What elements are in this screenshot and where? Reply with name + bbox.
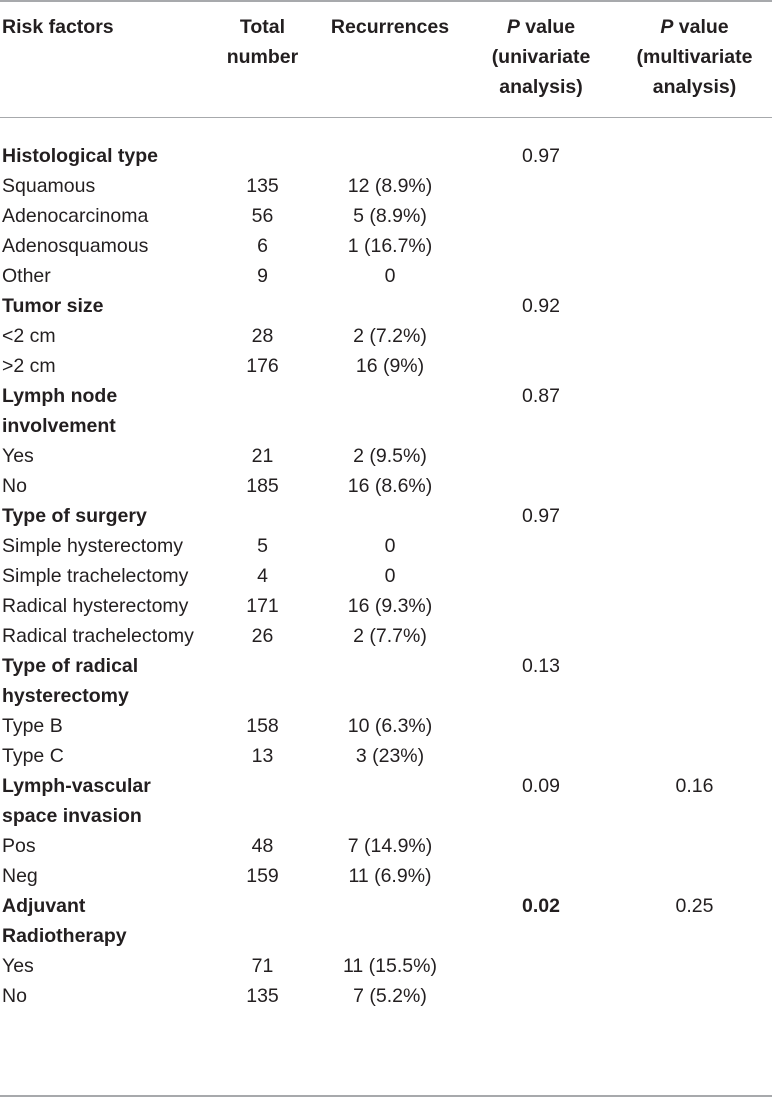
category-row <box>0 771 772 831</box>
p-multivariate-cell <box>617 171 772 201</box>
total-number-cell <box>210 501 315 531</box>
p-multivariate-cell <box>617 831 772 861</box>
risk-factor-cell: Type C <box>2 745 64 767</box>
recurrences-cell <box>315 291 465 321</box>
p-multivariate-cell <box>617 591 772 621</box>
recurrences-cell: 7 (14.9%) <box>347 835 433 857</box>
p-univariate-cell <box>465 531 617 561</box>
risk-factor-cell: Yes <box>2 445 34 467</box>
table-row <box>0 591 772 621</box>
total-number-cell: 48 <box>251 835 274 857</box>
p-univariate-cell <box>465 621 617 651</box>
p-univariate-cell: 0.09 <box>522 775 560 797</box>
p-univariate-cell <box>465 261 617 291</box>
recurrences-cell: 2 (9.5%) <box>353 445 427 467</box>
table-row <box>0 531 772 561</box>
recurrences-cell <box>315 501 465 531</box>
p-multivariate-cell <box>617 201 772 231</box>
p-univariate-cell <box>465 711 617 741</box>
table-row <box>0 861 772 891</box>
recurrences-cell <box>315 381 465 441</box>
p-multivariate-cell <box>617 261 772 291</box>
category-row <box>0 651 772 711</box>
risk-factor-cell: Type of surgery <box>2 505 147 527</box>
risk-factor-cell: Simple trachelectomy <box>2 565 189 587</box>
total-number-cell <box>210 651 315 711</box>
p-univariate-cell <box>465 231 617 261</box>
p-multivariate-cell <box>617 741 772 771</box>
recurrences-cell: 16 (9%) <box>355 355 425 377</box>
header-p-multivariate-italic: P <box>660 16 674 38</box>
p-multivariate-cell <box>617 321 772 351</box>
total-number-cell: 135 <box>246 175 279 197</box>
p-multivariate-cell <box>617 861 772 891</box>
table-row <box>0 741 772 771</box>
p-univariate-cell <box>465 591 617 621</box>
risk-factor-cell: Pos <box>2 835 36 857</box>
p-univariate-cell <box>465 981 617 1011</box>
risk-factor-cell: >2 cm <box>2 355 56 377</box>
table-row <box>0 711 772 741</box>
recurrences-cell: 2 (7.7%) <box>353 625 427 647</box>
p-univariate-cell: 0.02 <box>522 895 560 917</box>
recurrences-cell: 3 (23%) <box>355 745 425 767</box>
risk-factor-cell: Squamous <box>2 175 96 197</box>
total-number-cell <box>210 291 315 321</box>
total-number-cell: 4 <box>257 565 268 587</box>
p-univariate-cell <box>465 441 617 471</box>
total-number-cell: 159 <box>246 865 279 887</box>
table-row <box>0 171 772 201</box>
total-number-cell: 21 <box>251 445 274 467</box>
p-univariate-cell <box>465 951 617 981</box>
p-univariate-cell: 0.92 <box>522 295 560 317</box>
total-number-cell <box>210 381 315 441</box>
risk-factor-cell: Lymph node involvement <box>2 385 118 437</box>
table-body <box>0 129 772 1011</box>
p-univariate-cell <box>465 471 617 501</box>
p-univariate-cell <box>465 201 617 231</box>
recurrences-cell: 11 (15.5%) <box>343 955 437 977</box>
header-p-multivariate-rest: value (multivariate analysis) <box>636 16 753 98</box>
p-multivariate-cell <box>617 951 772 981</box>
category-row <box>0 129 772 171</box>
p-multivariate-cell <box>617 501 772 531</box>
table-row <box>0 951 772 981</box>
recurrences-cell: 10 (6.3%) <box>347 715 433 737</box>
table-row <box>0 351 772 381</box>
risk-factor-cell: Simple hysterectomy <box>2 535 183 557</box>
recurrences-cell: 0 <box>384 565 396 587</box>
recurrences-cell: 1 (16.7%) <box>347 235 433 257</box>
table-row <box>0 321 772 351</box>
category-row <box>0 501 772 531</box>
total-number-cell: 135 <box>246 985 279 1007</box>
p-multivariate-cell <box>617 231 772 261</box>
p-multivariate-cell <box>617 471 772 501</box>
recurrences-cell: 0 <box>384 265 396 287</box>
p-univariate-cell: 0.97 <box>522 505 560 527</box>
risk-factor-cell: No <box>2 985 27 1007</box>
recurrences-cell: 16 (8.6%) <box>347 475 433 497</box>
p-univariate-cell <box>465 831 617 861</box>
p-multivariate-cell <box>617 621 772 651</box>
category-row <box>0 291 772 321</box>
p-univariate-cell: 0.13 <box>522 655 560 677</box>
p-univariate-cell: 0.87 <box>522 385 560 407</box>
total-number-cell: 71 <box>251 955 274 977</box>
p-univariate-cell: 0.97 <box>522 145 560 167</box>
risk-factor-cell: Other <box>2 265 51 287</box>
total-number-cell: 9 <box>257 265 268 287</box>
total-number-cell <box>210 891 315 951</box>
total-number-cell: 13 <box>251 745 274 767</box>
recurrences-cell: 5 (8.9%) <box>353 205 427 227</box>
p-multivariate-cell <box>617 711 772 741</box>
p-univariate-cell <box>465 861 617 891</box>
risk-factor-cell: Type B <box>2 715 63 737</box>
p-multivariate-cell: 0.25 <box>675 895 714 917</box>
total-number-cell <box>210 129 315 171</box>
risk-factor-cell: Type of radical hysterectomy <box>2 655 139 707</box>
header-p-univariate-italic: P <box>506 16 520 38</box>
header-p-univariate <box>465 0 617 129</box>
table-bottom-rule <box>0 1095 772 1097</box>
risk-factor-cell: Lymph-vascular space invasion <box>2 775 151 827</box>
p-multivariate-cell <box>617 351 772 381</box>
recurrences-cell: 11 (6.9%) <box>348 865 432 887</box>
p-multivariate-cell <box>617 981 772 1011</box>
header-risk-factors: Risk factors <box>2 16 114 38</box>
recurrences-cell <box>315 651 465 711</box>
risk-factor-cell: Radical trachelectomy <box>2 625 194 647</box>
table-row <box>0 231 772 261</box>
table-row <box>0 471 772 501</box>
table-row <box>0 981 772 1011</box>
table-row <box>0 441 772 471</box>
total-number-cell: 5 <box>257 535 268 557</box>
recurrences-cell <box>315 129 465 171</box>
table-row <box>0 561 772 591</box>
header-recurrences: Recurrences <box>330 16 450 38</box>
risk-factor-cell: Adjuvant Radiotherapy <box>2 895 127 947</box>
total-number-cell: 176 <box>246 355 279 377</box>
total-number-cell: 158 <box>246 715 279 737</box>
recurrences-cell: 16 (9.3%) <box>347 595 433 617</box>
table-row <box>0 621 772 651</box>
recurrences-cell: 0 <box>384 535 396 557</box>
risk-factor-cell: Tumor size <box>2 295 104 317</box>
p-univariate-cell <box>465 561 617 591</box>
p-multivariate-cell <box>617 291 772 321</box>
recurrences-cell: 12 (8.9%) <box>347 175 433 197</box>
risk-factor-cell: No <box>2 475 27 497</box>
p-multivariate-cell <box>617 561 772 591</box>
header-total-number: Total number <box>226 16 299 68</box>
total-number-cell: 171 <box>246 595 279 617</box>
category-row <box>0 891 772 951</box>
total-number-cell: 6 <box>257 235 268 257</box>
category-row <box>0 381 772 441</box>
recurrences-cell <box>315 771 465 831</box>
p-multivariate-cell <box>617 531 772 561</box>
p-univariate-cell <box>465 351 617 381</box>
total-number-cell: 56 <box>251 205 274 227</box>
table-row <box>0 201 772 231</box>
recurrences-cell <box>315 891 465 951</box>
p-multivariate-cell: 0.16 <box>675 775 714 797</box>
recurrences-cell: 2 (7.2%) <box>353 325 427 347</box>
header-p-univariate-rest: value (univariate analysis) <box>491 16 591 98</box>
total-number-cell: 28 <box>251 325 274 347</box>
risk-factor-cell: Yes <box>2 955 34 977</box>
p-univariate-cell <box>465 741 617 771</box>
table-header-row <box>0 0 772 129</box>
p-multivariate-cell <box>617 381 772 441</box>
p-univariate-cell <box>465 321 617 351</box>
p-multivariate-cell <box>617 651 772 711</box>
total-number-cell: 26 <box>251 625 274 647</box>
recurrences-cell: 7 (5.2%) <box>353 985 427 1007</box>
total-number-cell: 185 <box>246 475 279 497</box>
risk-factor-cell: Histological type <box>2 145 159 167</box>
p-multivariate-cell <box>617 441 772 471</box>
risk-factor-cell: <2 cm <box>2 325 56 347</box>
risk-factor-cell: Neg <box>2 865 38 887</box>
header-p-multivariate <box>617 0 772 129</box>
risk-factor-cell: Adenosquamous <box>2 235 149 257</box>
p-multivariate-cell <box>617 129 772 171</box>
table-row <box>0 831 772 861</box>
risk-factor-cell: Adenocarcinoma <box>2 205 149 227</box>
total-number-cell <box>210 771 315 831</box>
p-univariate-cell <box>465 171 617 201</box>
risk-factor-cell: Radical hysterectomy <box>2 595 189 617</box>
table-row <box>0 261 772 291</box>
